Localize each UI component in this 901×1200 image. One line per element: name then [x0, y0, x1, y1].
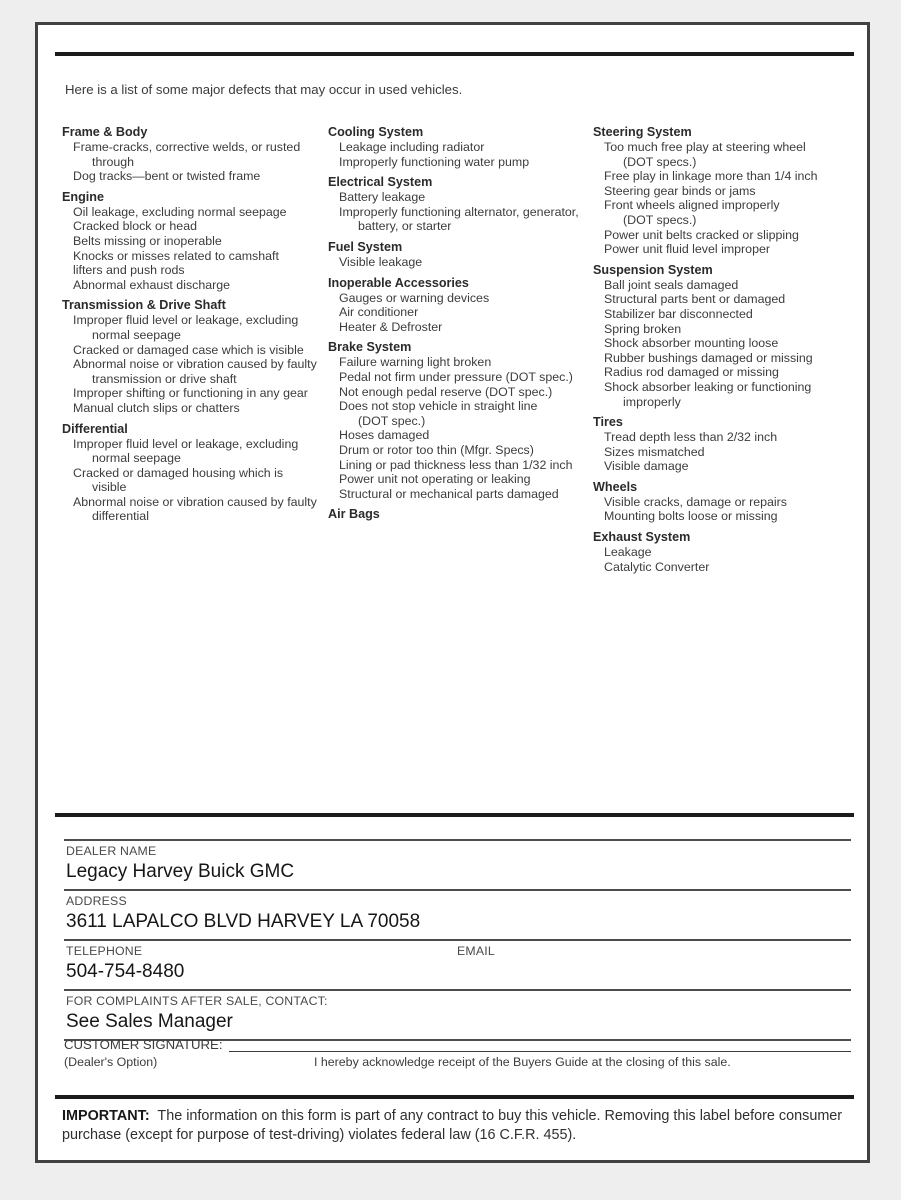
- defect-item-line: Abnormal noise or vibration caused by faulty: [73, 494, 317, 509]
- defect-item-line: (DOT spec.): [358, 413, 426, 428]
- defect-item-line: battery, or starter: [358, 219, 452, 234]
- buyers-guide-label: [35, 22, 870, 1163]
- defect-item-line: Power unit fluid level improper: [604, 242, 770, 257]
- defect-item-line: Frame-cracks, corrective welds, or rusted: [73, 140, 301, 154]
- defect-item-line: Visible leakage: [339, 254, 423, 269]
- defect-item-line: Hoses damaged: [339, 428, 430, 443]
- defect-item-line: Leakage including radiator: [339, 140, 485, 154]
- defect-item-line: Shock absorber mounting loose: [604, 336, 779, 351]
- defect-item-line: Catalytic Converter: [604, 559, 710, 574]
- telephone-email-field: [64, 939, 851, 989]
- defect-item-line: Drum or rotor too thin (Mfgr. Specs): [339, 442, 534, 457]
- address-label: ADDRESS: [66, 894, 127, 908]
- defect-item-line: Abnormal exhaust discharge: [73, 277, 231, 292]
- defect-item-line: Manual clutch slips or chatters: [73, 400, 240, 415]
- defects-column-3: [593, 125, 861, 574]
- defect-item-line: Cracked block or head: [73, 219, 197, 234]
- defect-item-line: (DOT specs.): [623, 212, 697, 227]
- defects-list: [62, 125, 861, 574]
- footer-divider-rule: [55, 1095, 854, 1099]
- section-title: Transmission & Drive Shaft: [62, 298, 226, 313]
- defects-column-1: [62, 125, 328, 524]
- section-title: Exhaust System: [593, 530, 691, 545]
- defect-item-line: through: [92, 154, 135, 169]
- defect-item-line: Free play in linkage more than 1/4 inch: [604, 169, 818, 184]
- defect-item-line: transmission or drive shaft: [92, 371, 237, 386]
- defect-item-line: Improperly functioning alternator, generator,: [339, 204, 579, 219]
- complaints-field: [64, 989, 851, 1039]
- defects-column-2: [328, 125, 593, 522]
- telephone-label: TELEPHONE: [66, 944, 143, 958]
- important-text: The information on this form is part of any contract to buy this vehicle. Removing this label before consumer purchase (except for purpose of test-driving) violates federal law (16 C.F.R. 455).: [62, 1108, 843, 1143]
- defect-item-line: Failure warning light broken: [339, 355, 492, 370]
- defect-item-line: Visible damage: [604, 459, 689, 474]
- address-value: 3611 LAPALCO BLVD HARVEY LA 70058: [66, 911, 421, 932]
- defect-item-line: Oil leakage, excluding normal seepage: [73, 204, 287, 219]
- defect-item-line: Too much free play at steering wheel: [604, 140, 806, 154]
- defect-item-line: Knocks or misses related to camshaft: [73, 248, 279, 263]
- defect-item-line: normal seepage: [92, 327, 181, 342]
- defect-item-line: Stabilizer bar disconnected: [604, 306, 753, 321]
- complaints-value: See Sales Manager: [66, 1011, 233, 1032]
- defect-item-line: Shock absorber leaking or functioning: [604, 379, 812, 394]
- defect-item-line: Power unit not operating or leaking: [339, 472, 531, 487]
- customer-signature-line: [229, 1037, 851, 1052]
- defect-item-line: Air conditioner: [339, 305, 419, 320]
- defect-item-line: Front wheels aligned improperly: [604, 198, 780, 213]
- section-title: Wheels: [593, 479, 638, 494]
- dealer-form: [64, 839, 851, 1041]
- defect-item-line: Rubber bushings damaged or missing: [604, 350, 813, 365]
- defect-item-line: Spring broken: [604, 321, 682, 336]
- important-label: IMPORTANT:: [62, 1108, 150, 1124]
- defect-item-line: Radius rod damaged or missing: [604, 365, 779, 380]
- defect-item-line: Visible cracks, damage or repairs: [604, 494, 787, 509]
- telephone-value: 504-754-8480: [66, 961, 185, 982]
- defect-item-line: Does not stop vehicle in straight line: [339, 399, 538, 414]
- section-title: Cooling System: [328, 125, 424, 139]
- defect-item-line: Improperly functioning water pump: [339, 154, 530, 169]
- defect-item-line: Heater & Defroster: [339, 319, 443, 334]
- customer-signature-block: [64, 1037, 851, 1069]
- customer-signature-label: CUSTOMER SIGNATURE:: [64, 1037, 223, 1052]
- intro-text: Here is a list of some major defects that may occur in used vehicles.: [65, 82, 463, 97]
- section-title: Suspension System: [593, 262, 713, 277]
- defect-item-line: Mounting bolts loose or missing: [604, 509, 778, 524]
- defect-item-line: Dog tracks—bent or twisted frame: [73, 169, 261, 184]
- email-label: EMAIL: [457, 944, 495, 958]
- defect-item-line: Belts missing or inoperable: [73, 233, 222, 248]
- defect-item-line: Leakage: [604, 545, 652, 560]
- defect-item-line: Cracked or damaged housing which is: [73, 465, 284, 480]
- section-title: Brake System: [328, 340, 412, 355]
- section-title: Electrical System: [328, 175, 433, 190]
- defect-item-line: Pedal not firm under pressure (DOT spec.): [339, 369, 573, 384]
- defect-item-line: differential: [92, 509, 149, 524]
- defect-item-line: (DOT specs.): [623, 154, 697, 169]
- defect-item-line: Steering gear binds or jams: [604, 183, 756, 198]
- form-divider-rule: [55, 813, 854, 817]
- defect-item-line: Battery leakage: [339, 190, 426, 205]
- defect-item-line: Improper fluid level or leakage, excluding: [73, 313, 299, 328]
- section-title: Engine: [62, 189, 104, 204]
- important-notice: [62, 1107, 857, 1145]
- defect-item-line: Improper fluid level or leakage, excluding: [73, 436, 299, 451]
- section-title: Steering System: [593, 125, 692, 139]
- defect-item-line: improperly: [623, 394, 681, 409]
- defect-item-line: normal seepage: [92, 451, 181, 466]
- section-title: Inoperable Accessories: [328, 275, 469, 290]
- defect-item-line: visible: [92, 480, 127, 495]
- top-divider-rule: [55, 52, 854, 56]
- complaints-label: FOR COMPLAINTS AFTER SALE, CONTACT:: [66, 994, 328, 1008]
- defect-item-line: Structural or mechanical parts damaged: [339, 486, 559, 501]
- section-title: Differential: [62, 421, 128, 436]
- section-title: Frame & Body: [62, 125, 148, 139]
- dealer-name-value: Legacy Harvey Buick GMC: [66, 861, 295, 882]
- defect-item-line: Lining or pad thickness less than 1/32 inch: [339, 457, 573, 472]
- defect-item-line: Not enough pedal reserve (DOT spec.): [339, 384, 553, 399]
- defect-item-line: Ball joint seals damaged: [604, 277, 739, 292]
- dealer-name-label: DEALER NAME: [66, 844, 157, 858]
- section-title: Fuel System: [328, 239, 403, 254]
- defect-item-line: Cracked or damaged case which is visible: [73, 342, 304, 357]
- defect-item-line: Gauges or warning devices: [339, 290, 490, 305]
- section-title: Tires: [593, 415, 623, 430]
- address-field: [64, 889, 851, 939]
- dealer-name-field: [64, 839, 851, 889]
- defect-item-line: Sizes mismatched: [604, 444, 705, 459]
- defect-item-line: Tread depth less than 2/32 inch: [604, 430, 778, 445]
- defect-item-line: Power unit belts cracked or slipping: [604, 227, 799, 242]
- defect-item-line: lifters and push rods: [73, 263, 185, 278]
- section-title: Air Bags: [328, 507, 380, 522]
- dealers-option-note: (Dealer's Option): [64, 1055, 158, 1069]
- defect-item-line: Structural parts bent or damaged: [604, 292, 786, 307]
- defect-item-line: Improper shifting or functioning in any gear: [73, 386, 308, 401]
- defect-item-line: Abnormal noise or vibration caused by faulty: [73, 357, 317, 372]
- acknowledgment-text: I hereby acknowledge receipt of the Buyers Guide at the closing of this sale.: [314, 1055, 731, 1069]
